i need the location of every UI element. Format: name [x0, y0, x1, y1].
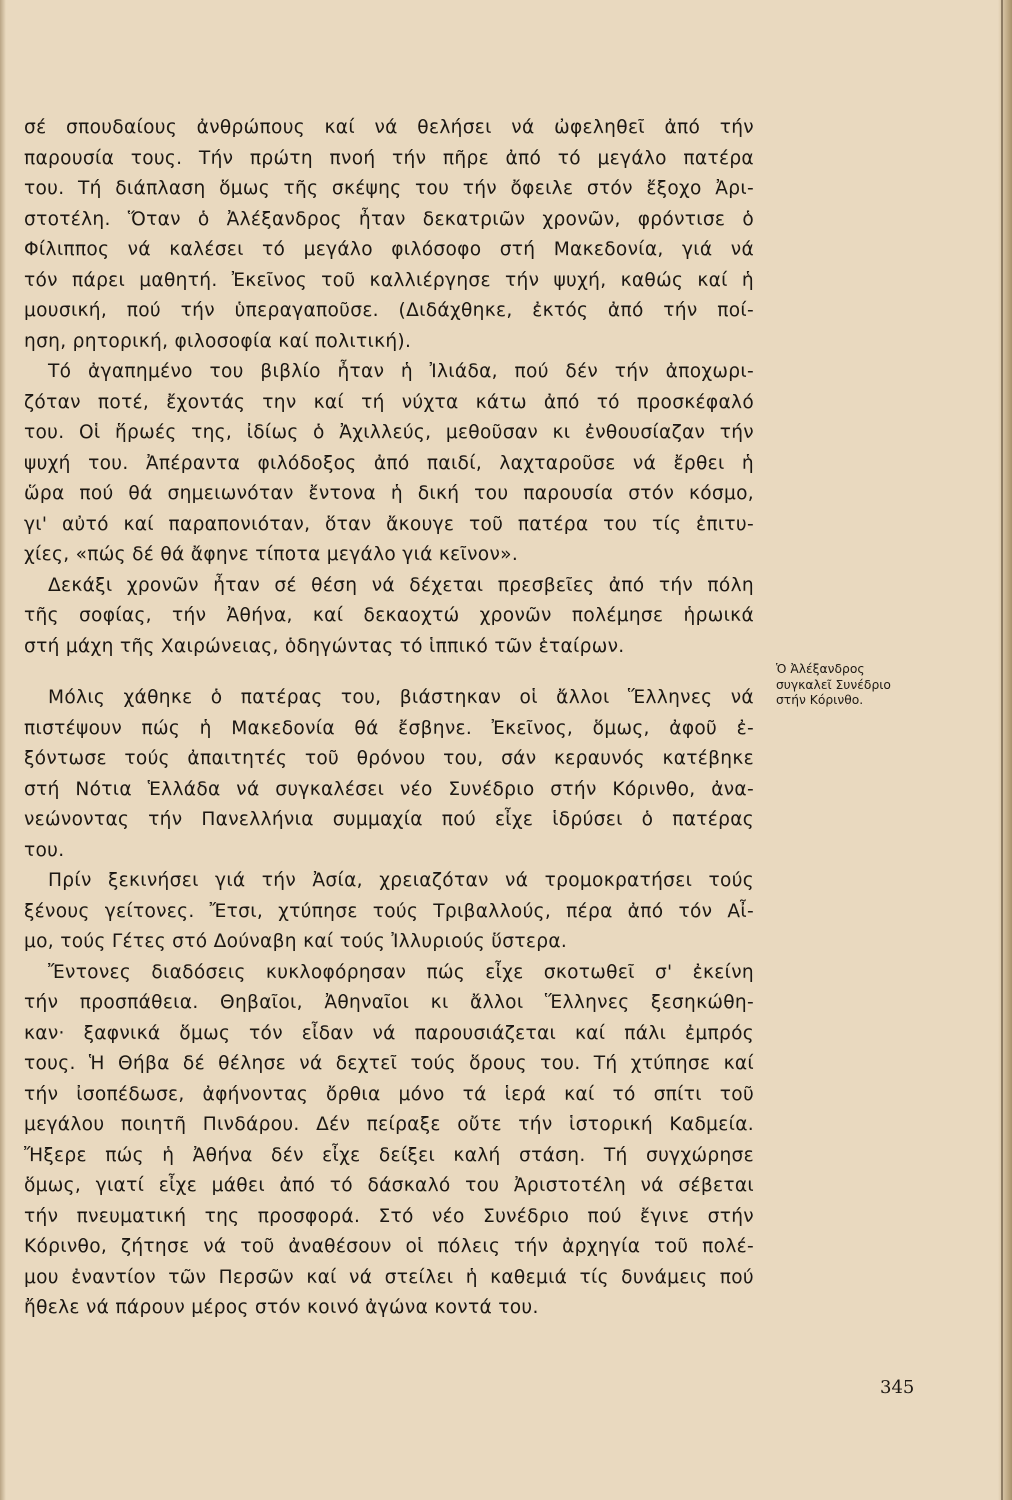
text-line: τήν ἰσοπέδωσε, ἀφήνοντας ὄρθια μόνο τά ἱερά καί τό σπίτι τοῦ — [24, 1083, 754, 1105]
text-line: σέ σπουδαίους ἀνθρώπους καί νά θελήσει νά ὠφεληθεῖ ἀπό τήν — [24, 117, 754, 138]
text-line: Δεκάξι χρονῶν ἦταν σέ θέση νά δέχεται πρεσβεῖες ἀπό τήν πόλη — [48, 574, 754, 596]
text-line: γι' αὐτό καί παραπονιόταν, ὅταν ἄκουγε τοῦ πατέρα του τίς ἐπιτυ- — [24, 513, 754, 535]
text-line: ξένους γείτονες. Ἔτσι, χτύπησε τούς Τριβαλλούς, πέρα ἀπό τόν Αἶ- — [24, 900, 754, 922]
margin-note-line: στήν Κόρινθο. — [776, 693, 864, 707]
margin-note-line: συγκαλεῖ Συνέδριο — [776, 677, 891, 692]
text-line: Τό ἀγαπημένο του βιβλίο ἦταν ἡ Ἰλιάδα, πού δέν τήν ἀποχωρι- — [48, 361, 754, 382]
text-line: τους. Ἡ Θήβα δέ θέλησε νά δεχτεῖ τούς ὅρους του. Τή χτύπησε καί — [24, 1053, 754, 1074]
text-line: ηση, ρητορική, φιλοσοφία καί πολιτική). — [24, 330, 412, 352]
text-line: Κόρινθο, ζήτησε νά τοῦ ἀναθέσουν οἱ πόλεις τήν ἀρχηγία τοῦ πολέ- — [24, 1236, 754, 1257]
text-line: καν· ξαφνικά ὅμως τόν εἶδαν νά παρουσιάζεται καί πάλι ἐμπρός — [24, 1022, 754, 1044]
text-line: παρουσία τους. Τήν πρώτη πνοή τήν πῆρε ἀπό τό μεγάλο πατέρα — [24, 147, 754, 169]
text-line: ζόταν ποτέ, ἔχοντάς την καί τή νύχτα κάτω ἀπό τό προσκέφαλό — [24, 391, 754, 413]
text-line: Φίλιππος νά καλέσει τό μεγάλο φιλόσοφο στή Μακεδονία, γιά νά — [24, 239, 754, 260]
page-left-edge — [0, 0, 6, 1500]
text-line: στοτέλη. Ὅταν ὁ Ἀλέξανδρος ἦταν δεκατριῶν χρονῶν, φρόντισε ὁ — [24, 208, 754, 230]
text-line: του. Τή διάπλαση ὅμως τῆς σκέψης του τήν ὄφειλε στόν ἔξοχο Ἀρι- — [24, 178, 754, 199]
text-line: τήν προσπάθεια. Θηβαῖοι, Ἀθηναῖοι κι ἄλλοι Ἕλληνες ξεσηκώθη- — [24, 992, 754, 1013]
text-line: τῆς σοφίας, τήν Ἀθήνα, καί δεκαοχτώ χρονῶν πολέμησε ἡρωικά — [24, 605, 754, 626]
text-line: μουσική, πού τήν ὑπεραγαποῦσε. (Διδάχθηκε, ἐκτός ἀπό τήν ποί- — [24, 300, 754, 321]
text-line: ψυχή του. Ἀπέραντα φιλόδοξος ἀπό παιδί, λαχταροῦσε νά ἔρθει ἡ — [24, 452, 754, 474]
text-line: μο, τούς Γέτες στό Δούναβη καί τούς Ἰλλυριούς ὕστερα. — [24, 931, 568, 952]
text-line: μεγάλου ποιητῆ Πινδάρου. Δέν πείραξε οὔτε τήν ἱστορική Καδμεία. — [24, 1114, 754, 1135]
text-line: ὥρα πού θά σημειωνόταν ἔντονα ἡ δική του παρουσία στόν κόσμο, — [24, 483, 754, 504]
text-line: του. Οἱ ἥρωές της, ἰδίως ὁ Ἀχιλλεύς, μεθοῦσαν κι ἐνθουσίαζαν τήν — [24, 422, 754, 443]
text-line: πιστέψουν πώς ἡ Μακεδονία θά ἔσβηνε. Ἐκεῖνος, ὅμως, ἀφοῦ ἐ- — [24, 717, 754, 739]
text-line: τήν πνευματική της προσφορά. Στό νέο Συνέδριο πού ἔγινε στήν — [24, 1205, 754, 1227]
text-line: μου ἐναντίον τῶν Περσῶν καί νά στείλει ἡ καθεμιά τίς δυνάμεις πού — [24, 1266, 754, 1288]
page-number: 345 — [880, 1377, 915, 1398]
book-spine — [998, 0, 1012, 1500]
text-line: Ἤξερε πώς ἡ Ἀθήνα δέν εἶχε δείξει καλή στάση. Τή συγχώρησε — [24, 1144, 754, 1166]
body-text — [24, 113, 754, 1324]
text-line: του. — [24, 839, 65, 861]
text-line: Ἔντονες διαδόσεις κυκλοφόρησαν πώς εἶχε σκοτωθεῖ σ' ἐκείνη — [48, 961, 754, 983]
text-line: στή Νότια Ἑλλάδα νά συγκαλέσει νέο Συνέδριο στήν Κόρινθο, ἀνα- — [24, 778, 754, 800]
text-line: τόν πάρει μαθητή. Ἐκεῖνος τοῦ καλλιέργησε τήν ψυχή, καθώς καί ἡ — [24, 269, 754, 291]
text-line: νεώνοντας τήν Πανελλήνια συμμαχία πού εἶχε ἱδρύσει ὁ πατέρας — [24, 809, 754, 830]
margin-note — [776, 662, 946, 709]
text-line: ξόντωσε τούς ἀπαιτητές τοῦ θρόνου του, σάν κεραυνός κατέβηκε — [24, 748, 754, 769]
text-line: ὅμως, γιατί εἶχε μάθει ἀπό τό δάσκαλό του Ἀριστοτέλη νά σέβεται — [24, 1175, 754, 1196]
text-line: ἤθελε νά πάρουν μέρος στόν κοινό ἀγώνα κοντά του. — [24, 1297, 539, 1318]
text-line: Μόλις χάθηκε ὁ πατέρας του, βιάστηκαν οἱ ἄλλοι Ἕλληνες νά — [48, 687, 754, 708]
margin-note-line: Ὁ Ἀλέξανδρος — [776, 662, 865, 676]
text-line: στή μάχη τῆς Χαιρώνειας, ὁδηγώντας τό ἱππικό τῶν ἑταίρων. — [24, 635, 625, 657]
text-line: Πρίν ξεκινήσει γιά τήν Ἀσία, χρειαζόταν νά τρομοκρατήσει τούς — [48, 870, 754, 891]
text-line: χίες, «πώς δέ θά ἄφηνε τίποτα μεγάλο γιά κεῖνον». — [24, 544, 519, 565]
